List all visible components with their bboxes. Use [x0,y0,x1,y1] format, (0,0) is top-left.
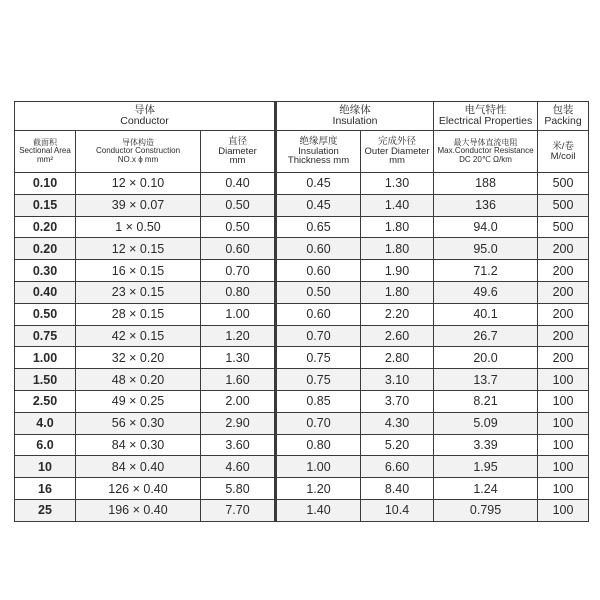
outer-diameter-column-header: 完成外径 Outer Diameter mm [361,131,434,173]
diameter-cell: 0.50 [201,216,276,238]
outer-diameter-cell: 2.60 [361,325,434,347]
thickness-column-header: 绝缘厚度 Insulation Thickness mm [276,131,361,173]
packing-cell: 100 [538,499,589,521]
packing-cell: 100 [538,369,589,391]
column-header-row [15,131,589,173]
resistance-cell: 20.0 [434,347,538,369]
area-cell: 1.50 [15,369,76,391]
table-row [15,173,589,195]
diameter-column-header: 直径 Diameter mm [201,131,276,173]
table-row [15,216,589,238]
diameter-cell: 0.40 [201,173,276,195]
construction-cell: 12 × 0.10 [76,173,201,195]
resistance-cell: 94.0 [434,216,538,238]
construction-column-header: 导体构造 Conductor Construction NO.x ϕ mm [76,131,201,173]
table-row [15,369,589,391]
packing-cell: 100 [538,434,589,456]
resistance-cell: 49.6 [434,281,538,303]
packing-cell: 100 [538,456,589,478]
area-cell: 6.0 [15,434,76,456]
table-row [15,281,589,303]
table-row [15,390,589,412]
diameter-cell: 1.60 [201,369,276,391]
diameter-cell: 2.00 [201,390,276,412]
diameter-cell: 0.60 [201,238,276,260]
construction-cell: 39 × 0.07 [76,194,201,216]
outer-diameter-cell: 8.40 [361,478,434,500]
construction-cell: 49 × 0.25 [76,390,201,412]
thickness-cell: 0.45 [276,173,361,195]
resistance-cell: 188 [434,173,538,195]
table-row [15,347,589,369]
packing-cell: 200 [538,281,589,303]
diameter-cell: 0.50 [201,194,276,216]
resistance-column-header: 最大导体直流电阻 Max.Conductor Resistance DC 20℃ Ω/km [434,131,538,173]
diameter-cell: 3.60 [201,434,276,456]
resistance-cell: 40.1 [434,303,538,325]
resistance-cell: 26.7 [434,325,538,347]
construction-cell: 196 × 0.40 [76,499,201,521]
construction-cell: 1 × 0.50 [76,216,201,238]
area-cell: 25 [15,499,76,521]
table-row [15,456,589,478]
packing-cell: 100 [538,390,589,412]
packing-cell: 200 [538,260,589,282]
area-cell: 4.0 [15,412,76,434]
diameter-cell: 2.90 [201,412,276,434]
outer-diameter-cell: 2.20 [361,303,434,325]
packing-cell: 500 [538,194,589,216]
outer-diameter-cell: 6.60 [361,456,434,478]
electrical-group-header: 电气特性 Electrical Properties [434,102,538,131]
construction-cell: 48 × 0.20 [76,369,201,391]
thickness-cell: 0.80 [276,434,361,456]
thickness-cell: 0.60 [276,260,361,282]
outer-diameter-cell: 1.40 [361,194,434,216]
area-cell: 0.20 [15,216,76,238]
area-column-header: 截面积 Sectional Area mm² [15,131,76,173]
thickness-cell: 1.20 [276,478,361,500]
area-cell: 16 [15,478,76,500]
thickness-cell: 1.40 [276,499,361,521]
area-cell: 0.30 [15,260,76,282]
outer-diameter-cell: 2.80 [361,347,434,369]
table-row [15,499,589,521]
area-cell: 10 [15,456,76,478]
thickness-cell: 0.75 [276,369,361,391]
packing-cell: 500 [538,173,589,195]
resistance-cell: 95.0 [434,238,538,260]
outer-diameter-cell: 5.20 [361,434,434,456]
table-row [15,194,589,216]
packing-cell: 500 [538,216,589,238]
construction-cell: 84 × 0.40 [76,456,201,478]
diameter-cell: 5.80 [201,478,276,500]
table-row [15,478,589,500]
packing-group-header: 包装 Packing [538,102,589,131]
table-row [15,434,589,456]
resistance-cell: 1.95 [434,456,538,478]
packing-cell: 200 [538,238,589,260]
thickness-cell: 1.00 [276,456,361,478]
area-cell: 0.10 [15,173,76,195]
area-cell: 1.00 [15,347,76,369]
thickness-cell: 0.70 [276,412,361,434]
area-cell: 0.50 [15,303,76,325]
resistance-cell: 136 [434,194,538,216]
construction-cell: 126 × 0.40 [76,478,201,500]
construction-cell: 23 × 0.15 [76,281,201,303]
table-row [15,303,589,325]
insulation-group-header: 绝缘体 Insulation [276,102,434,131]
construction-cell: 16 × 0.15 [76,260,201,282]
outer-diameter-cell: 1.80 [361,238,434,260]
resistance-cell: 3.39 [434,434,538,456]
diameter-cell: 0.80 [201,281,276,303]
thickness-cell: 0.50 [276,281,361,303]
area-cell: 2.50 [15,390,76,412]
construction-cell: 32 × 0.20 [76,347,201,369]
construction-cell: 12 × 0.15 [76,238,201,260]
area-cell: 0.75 [15,325,76,347]
construction-cell: 84 × 0.30 [76,434,201,456]
outer-diameter-cell: 1.30 [361,173,434,195]
diameter-cell: 0.70 [201,260,276,282]
resistance-cell: 5.09 [434,412,538,434]
resistance-cell: 71.2 [434,260,538,282]
table-row [15,238,589,260]
thickness-cell: 0.75 [276,347,361,369]
thickness-cell: 0.85 [276,390,361,412]
resistance-cell: 0.795 [434,499,538,521]
cable-spec-sheet [14,101,588,522]
diameter-cell: 1.20 [201,325,276,347]
diameter-cell: 1.00 [201,303,276,325]
diameter-cell: 1.30 [201,347,276,369]
construction-cell: 56 × 0.30 [76,412,201,434]
outer-diameter-cell: 3.70 [361,390,434,412]
conductor-group-header: 导体 Conductor [15,102,276,131]
resistance-cell: 13.7 [434,369,538,391]
packing-cell: 200 [538,347,589,369]
construction-cell: 28 × 0.15 [76,303,201,325]
table-row [15,325,589,347]
outer-diameter-cell: 10.4 [361,499,434,521]
packing-column-header: 米/卷 M/coil [538,131,589,173]
packing-cell: 200 [538,303,589,325]
area-cell: 0.40 [15,281,76,303]
thickness-cell: 0.45 [276,194,361,216]
resistance-cell: 1.24 [434,478,538,500]
area-cell: 0.15 [15,194,76,216]
area-cell: 0.20 [15,238,76,260]
diameter-cell: 7.70 [201,499,276,521]
table-row [15,412,589,434]
outer-diameter-cell: 4.30 [361,412,434,434]
thickness-cell: 0.60 [276,303,361,325]
thickness-cell: 0.70 [276,325,361,347]
packing-cell: 100 [538,478,589,500]
construction-cell: 42 × 0.15 [76,325,201,347]
resistance-cell: 8.21 [434,390,538,412]
outer-diameter-cell: 1.80 [361,216,434,238]
spec-table [14,101,589,522]
packing-cell: 200 [538,325,589,347]
table-row [15,260,589,282]
thickness-cell: 0.65 [276,216,361,238]
diameter-cell: 4.60 [201,456,276,478]
thickness-cell: 0.60 [276,238,361,260]
outer-diameter-cell: 3.10 [361,369,434,391]
outer-diameter-cell: 1.80 [361,281,434,303]
group-header-row [15,102,589,131]
outer-diameter-cell: 1.90 [361,260,434,282]
packing-cell: 100 [538,412,589,434]
